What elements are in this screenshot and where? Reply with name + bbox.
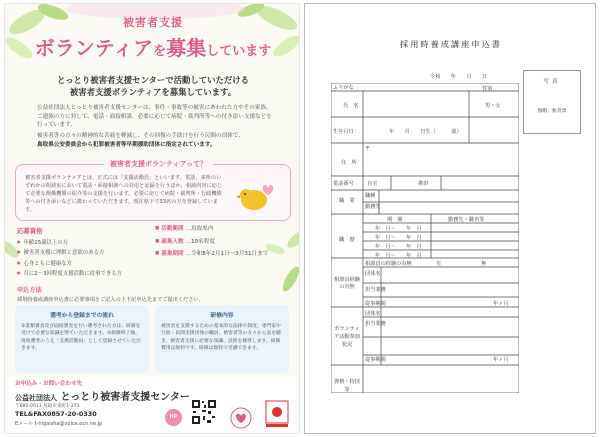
consult-have[interactable]: 有 bbox=[436, 261, 442, 267]
activity-info bbox=[155, 226, 295, 264]
recruitment-flyer bbox=[4, 3, 300, 434]
inquiry-label: お申込み・お問い合わせ先 bbox=[15, 381, 83, 387]
consult-duration: 従事期間 bbox=[365, 301, 386, 307]
apply-method bbox=[17, 285, 289, 303]
photo-label: 写真 bbox=[543, 79, 561, 85]
qualification-label: 資格・特技等 bbox=[334, 379, 360, 393]
photo-box[interactable] bbox=[523, 70, 581, 134]
homepage-icon[interactable]: HP bbox=[165, 409, 182, 426]
address-label: 住 所 bbox=[341, 160, 357, 166]
application-form bbox=[304, 3, 596, 434]
selection-flow-text: ①書類審査及び面接審査を行い選考された方は、研修を受けて必要な知識を得ていただきます。②研修終了後、再度選考のうえ「支援活動員」として登録させていただきます。 bbox=[21, 324, 141, 352]
activity-row bbox=[155, 251, 295, 258]
contact-footer bbox=[5, 377, 300, 434]
org-title: とっとり被害者支援センター bbox=[60, 392, 190, 403]
intro-text bbox=[37, 104, 277, 149]
volunteer-activity: 担当業務 bbox=[365, 321, 386, 327]
volunteer-duration: 従事期間 bbox=[365, 357, 386, 363]
intro-paragraph-1: 公益社団法人とっとり被害者支援センターは、事件・事故等の被害にあわれた方やその家族、ご遺族の方に対して、電話・面接相談、必要に応じて病院・裁判所等への付き添い支援などを行っています。 bbox=[37, 105, 272, 129]
intro-paragraph-3: 鳥取県公安委員会から犯罪被害者等早期援助団体に指定されています。 bbox=[37, 141, 216, 148]
career-period-row[interactable]: 年 月～ 年 月 bbox=[375, 244, 422, 250]
occupation-type: 職種 bbox=[365, 193, 376, 199]
activity-row bbox=[155, 239, 295, 246]
training-text: 被害者を支援するための基本的な法律や制度、専門家や行政・民間支援団体の職員、被害者等の方々から話を聴き、被害者支援に必要な知識、技術を修得します。研修費用は無料です。研修は無料で受講できます。 bbox=[161, 324, 281, 352]
gender-options[interactable]: 男・女 bbox=[485, 103, 501, 109]
requirement-item: ● 月に2～3回程度支援活動に従事できる方 bbox=[17, 269, 147, 279]
qr-code-icon[interactable] bbox=[191, 399, 217, 425]
consult-org: 団体名 bbox=[365, 271, 381, 277]
header-title-volunteer: ボランティア bbox=[34, 36, 154, 60]
career-period-row[interactable]: 年 月～ 年 月 bbox=[375, 253, 422, 259]
header-title-recruit: 募集 bbox=[166, 36, 207, 60]
name-label: 氏 名 bbox=[343, 103, 359, 109]
career-period-row[interactable]: 年 月～ 年 月 bbox=[375, 235, 422, 241]
apply-text: 採用時養成講座申込書に必要事項をご記入の上下記申込先までご提出ください。 bbox=[17, 297, 204, 303]
happiness-pin-logo bbox=[230, 407, 252, 429]
gender-header: 性別 bbox=[482, 86, 493, 92]
org-name bbox=[15, 388, 190, 403]
postal-mark: 〒 bbox=[365, 146, 371, 152]
header-title-particle: を bbox=[153, 44, 167, 59]
phone-home[interactable]: 自宅 bbox=[367, 181, 378, 187]
org-email[interactable]: Eメール t-higaisha@voice.ocn.ne.jp bbox=[15, 421, 103, 427]
nippon-foundation-logo bbox=[262, 399, 292, 429]
header-title bbox=[5, 32, 300, 61]
activity-value: …鳥取県内 bbox=[185, 226, 214, 232]
requirements-list bbox=[17, 238, 147, 280]
training-title: 研修内容 bbox=[210, 313, 234, 319]
occupation-label: 職 業 bbox=[339, 198, 355, 204]
activity-value: …10名程度 bbox=[185, 238, 215, 245]
furigana-label: ふりがな bbox=[333, 85, 354, 91]
consult-experience: 相談員の経験の有無 bbox=[365, 261, 412, 267]
selection-flow-box bbox=[15, 305, 149, 373]
career-period-header: 期 間 bbox=[387, 217, 403, 223]
consult-none[interactable]: 無 bbox=[481, 261, 487, 267]
consult-years: 年ヶ月 bbox=[493, 301, 509, 307]
phone-label: 電話番号 bbox=[333, 181, 354, 187]
requirement-item: ● 年齢25歳以上の方 bbox=[17, 238, 147, 248]
bird-heart-icon bbox=[236, 178, 276, 214]
activity-label: ■ 募集期間 bbox=[155, 251, 184, 257]
about-volunteer-text: 被害者支援ボランティアとは、正式には「支援活動員」といいます。電話、来所のいずれかの相談室において電話・面接相談への対応と記録を行うほか、相談内容に応じて必要な関係機関の紹介等の支援を行います。必要に応じて病院・裁判所・行政機関等への付き添いなどに携わっていただきます。現在県下で33名の方を登録しています。 bbox=[25, 175, 223, 214]
about-volunteer-title: 被害者支援ボランティアって？ bbox=[104, 159, 213, 169]
occupation-place: 勤務先 bbox=[365, 204, 381, 210]
activity-row bbox=[155, 226, 295, 233]
form-title: 採用時養成講座申込書 bbox=[400, 39, 502, 49]
lead-text bbox=[5, 74, 300, 98]
training-box bbox=[155, 305, 289, 373]
activity-label: ■ 活動範囲 bbox=[155, 226, 184, 232]
activity-value: …令和8年2月1日～3月31日まで bbox=[185, 251, 269, 258]
intro-paragraph-2: 被害者等の方々の精神的な苦痛を軽減し、その回復の手助けを行う民間の団体で、 bbox=[37, 132, 244, 139]
requirement-item: ● 心身ともに健康な方 bbox=[17, 259, 147, 269]
birth-value[interactable]: 年 月 日生（ 歳） bbox=[389, 129, 462, 135]
org-address: 〒680-0011 鳥取市東町1-271 bbox=[15, 404, 80, 409]
requirements-section bbox=[17, 226, 147, 280]
apply-title: 申込方法 bbox=[17, 287, 42, 294]
birth-label: 生年月日 bbox=[333, 129, 354, 135]
header-title-suffix: しています bbox=[206, 44, 272, 59]
volunteer-years: 年ヶ月 bbox=[493, 357, 509, 363]
activity-label: ■ 募集人数 bbox=[155, 239, 184, 245]
consult-role: 担当業務 bbox=[365, 287, 386, 293]
photo-note: 無帽、無背景 bbox=[537, 109, 567, 114]
requirements-title: 応募資格 bbox=[17, 227, 43, 235]
selection-flow-title: 選考から登録までの流れ bbox=[50, 313, 114, 319]
org-prefix: 公益社団法人 bbox=[15, 394, 57, 402]
requirement-item: ● 被害者支援に理解と意欲のある方 bbox=[17, 248, 147, 258]
career-workplace-header: 勤務先・職名等 bbox=[448, 217, 485, 223]
header-subtitle: 被害者支援 bbox=[123, 16, 183, 29]
career-period-row[interactable]: 年 月～ 年 月 bbox=[375, 226, 422, 232]
about-volunteer-box bbox=[15, 160, 291, 221]
date-line[interactable]: 令和 年 月 日 bbox=[430, 74, 488, 80]
lead-line-2: 被害者支援ボランティアを募集しています。 bbox=[69, 87, 237, 98]
lead-line-1: とっとり被害者支援センターで活動していただける bbox=[56, 75, 250, 85]
volunteer-org: 団体名 bbox=[365, 311, 381, 317]
volunteer-label: ボランティア活動参加状況 bbox=[334, 326, 360, 348]
phone-mobile[interactable]: 携帯 bbox=[418, 181, 429, 187]
org-phone: TEL&FAX0857-20-0330 bbox=[15, 410, 97, 418]
career-label: 職 歴 bbox=[339, 237, 355, 243]
consult-label: 相談員経験の有無 bbox=[334, 277, 360, 291]
